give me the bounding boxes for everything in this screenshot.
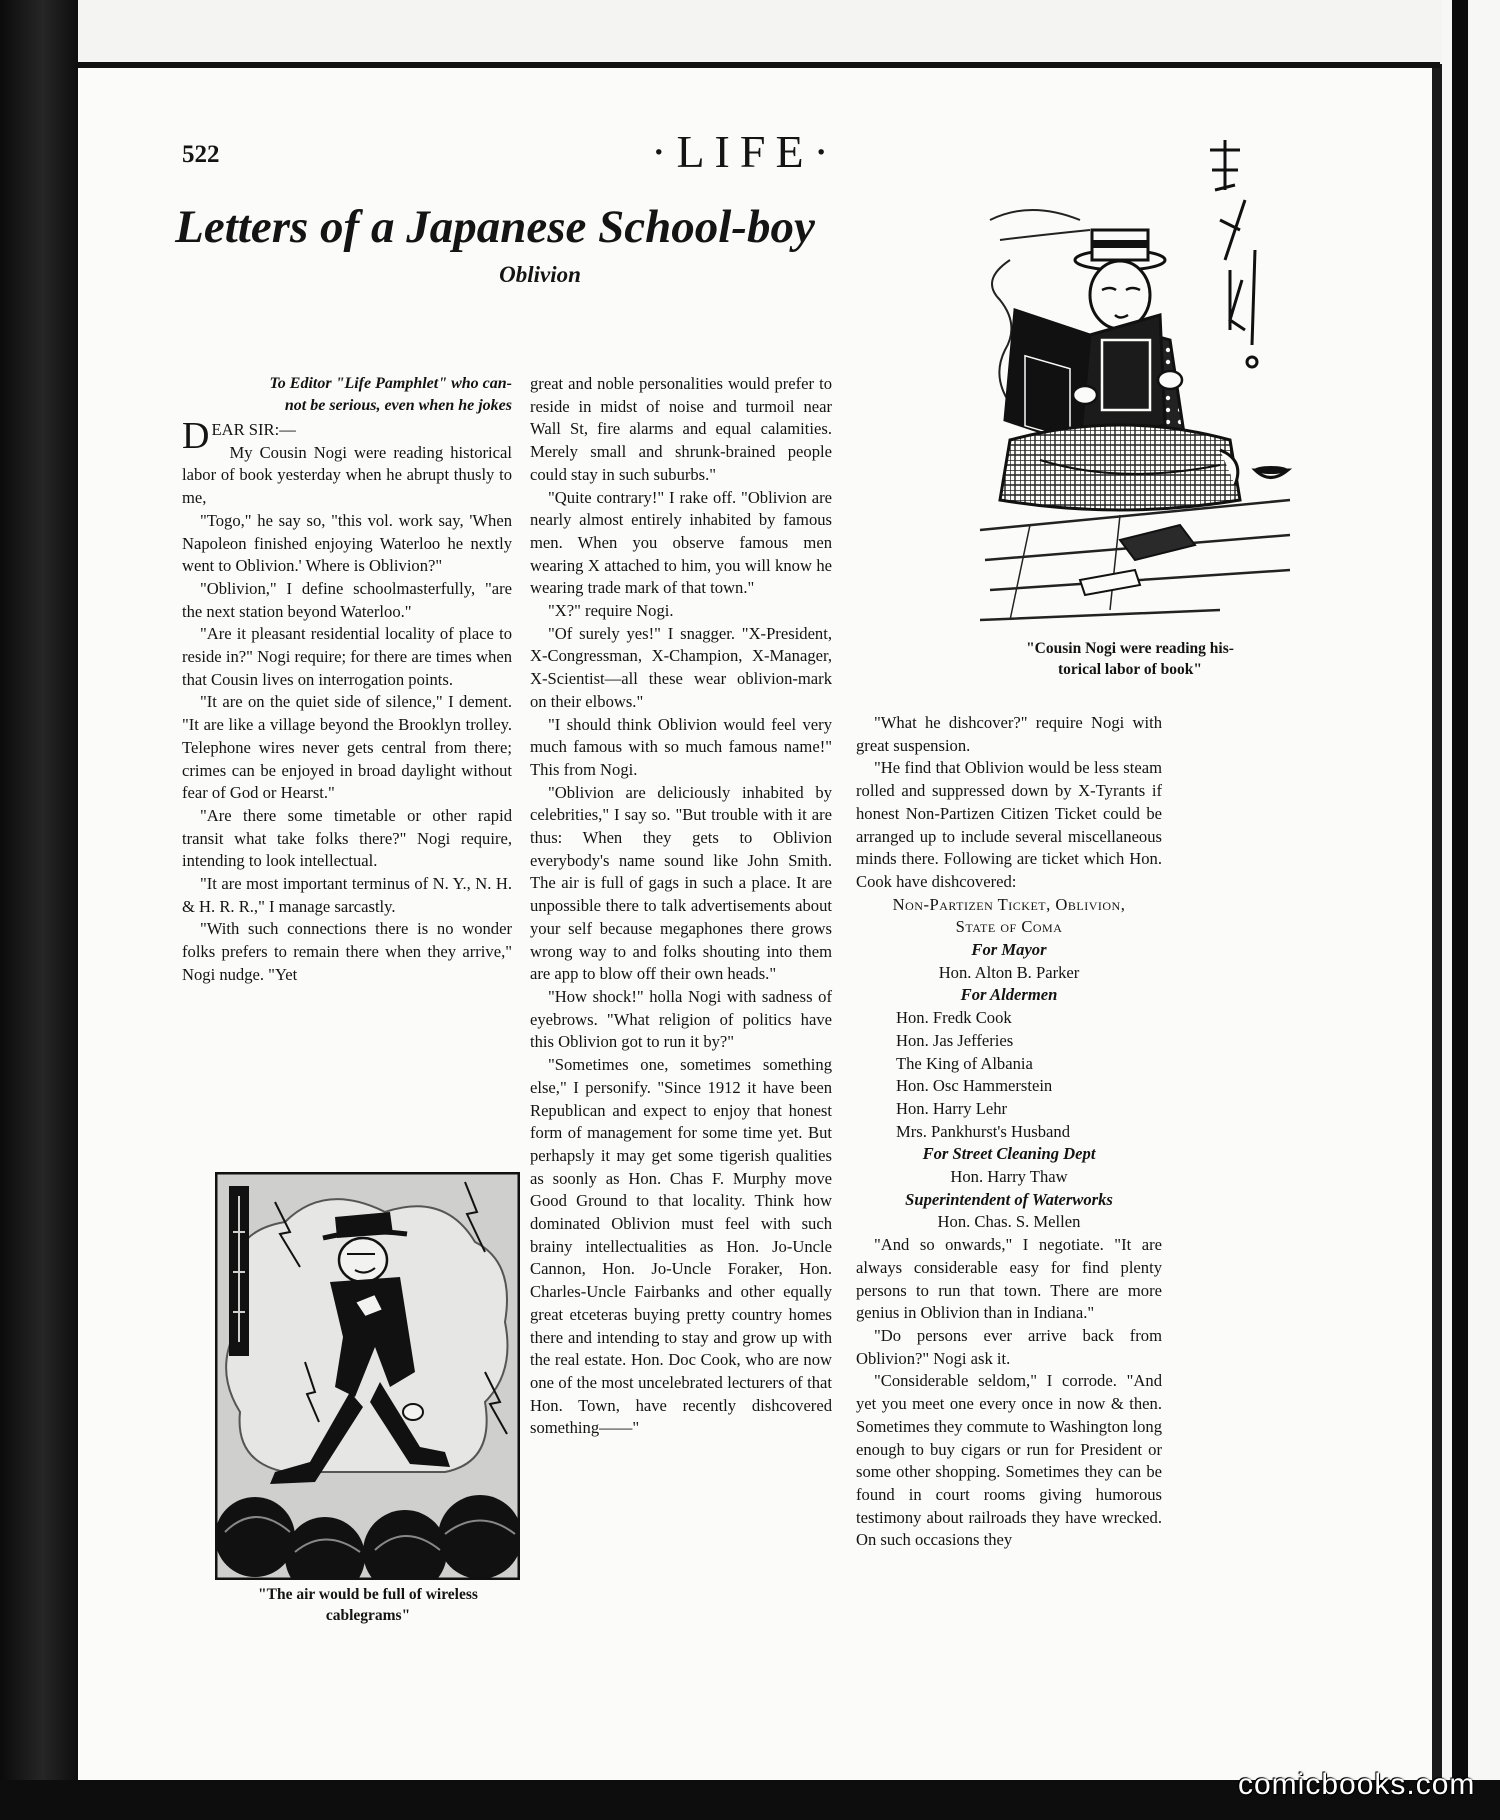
ticket-candidate: Hon. Chas. S. Mellen <box>937 1212 1081 1232</box>
caption-line: "Cousin Nogi were reading his- <box>1026 640 1234 657</box>
ticket-candidate: Hon. Harry Lehr <box>896 1098 1008 1118</box>
paragraph: "Oblivion," I define schoolmasterfully, "are the next station beyond Waterloo." <box>182 578 512 621</box>
ticket-heading: Non-Partizen Ticket, Oblivion, <box>892 894 1126 914</box>
ticket-candidate: Hon. Osc Hammerstein <box>896 1076 1053 1096</box>
dedication-line: not be serious, even when he jokes <box>284 397 512 414</box>
article-title: Letters of a Japanese School-boy <box>175 201 815 253</box>
paragraph: "What he dishcover?" require Nogi with great suspension. <box>856 713 1162 755</box>
salutation <box>182 415 512 457</box>
paragraph: "Are there some timetable or other rapid transit what take folks there?" Nogi require, intending to look intellectual. <box>182 805 512 871</box>
paragraph: "Do persons ever arrive back from Oblivion?" Nogi ask it. <box>856 1325 1162 1368</box>
ticket-candidate: Hon. Harry Thaw <box>950 1167 1068 1187</box>
paragraph: "Are it pleasant residential locality of place to reside in?" Nogi require; for there are times when that Cousin lives on interrogation points. <box>182 624 512 689</box>
paragraph: "With such connections there is no wonder folks prefers to remain there when they arrive," Nogi nudge. "Yet <box>182 919 512 984</box>
paragraph: "He find that Oblivion would be less steam rolled and suppressed down by X-Tyrants if honest Non-Partizen Citizen Ticket could be arranged up to include several miscellaneous minds there. Following are ticket which Hon. Cook have dishcovered: <box>856 758 1162 891</box>
ticket-candidate: Hon. Fredk Cook <box>896 1008 1012 1028</box>
ticket-candidate: The King of Albania <box>896 1053 1033 1073</box>
paragraph: My Cousin Nogi were reading historical labor of book yesterday when he abrupt thusly to me, <box>182 442 512 508</box>
column-2 <box>530 373 832 1440</box>
column-1 <box>182 415 512 987</box>
paragraph: "Of surely yes!" I snagger. "X-President, X-Congressman, X-Champion, X-Manager, X-Scientist—all these wear oblivion-mark on their elbows." <box>530 623 832 711</box>
ticket-office: For Street Cleaning Dept <box>922 1144 1096 1164</box>
paragraph: "It are most important terminus of N. Y., N. H. & H. R. R.," I manage sarcastly. <box>182 874 512 916</box>
paragraph: "Togo," he say so, "this vol. work say, 'When Napoleon finished enjoying Waterloo he nextly went to Oblivion.' Where is Oblivion?" <box>182 510 512 576</box>
article-subtitle: Oblivion <box>499 262 581 287</box>
illustration-caption-bottom <box>208 1584 528 1626</box>
dedication <box>182 373 512 417</box>
salutation-text: EAR SIR:— <box>211 420 296 439</box>
page-number: 522 <box>182 141 220 168</box>
paragraph: "And so onwards," I negotiate. "It are always considerable easy for find plenty persons to run that town. There are more genius in Oblivion than in Indiana." <box>856 1235 1162 1323</box>
paragraph: "It are on the quiet side of silence," I dement. "It are like a village beyond the Brooklyn trolley. Telephone wires never gets central from there; crimes can be enjoyed in broad daylight without fear of God or Hearst." <box>182 692 512 803</box>
ticket-candidate: Hon. Jas Jefferies <box>896 1030 1014 1050</box>
scan-top-margin <box>0 0 1500 64</box>
paragraph: "Oblivion are deliciously inhabited by celebrities," I say so. "But trouble with it are thus: When they gets to Oblivion everybody's name sound like John Smith. The air is full of gags in such a place. It are unpossible there to talk advertisements about your self because megaphones there grows wrong way to and folks shouting into them are app to blow off their own heads." <box>530 782 832 984</box>
scan-right-margin <box>1442 0 1500 1820</box>
drop-cap: D <box>182 415 210 457</box>
paragraph: "Considerable seldom," I corrode. "And yet you meet one every once in now & then. Sometimes they commute to Washington long enough to buy cigars or run for President or some other shopping. Sometimes they can be found in court rooms giving humorous testimony about railroads they have wrecked. On such occasions they <box>856 1371 1162 1550</box>
wireless-cablegrams-illustration <box>215 1172 520 1580</box>
paragraph: "How shock!" holla Nogi with sadness of eyebrows. "What religion of politics have this Oblivion got to run it by?" <box>530 986 832 1052</box>
ticket-office: Superintendent of Waterworks <box>905 1189 1113 1209</box>
scan-left-margin <box>0 0 78 1820</box>
column-3 <box>856 712 1162 1552</box>
paragraph: "X?" require Nogi. <box>548 601 674 621</box>
ticket-candidate: Hon. Alton B. Parker <box>938 962 1080 982</box>
paragraph: "I should think Oblivion would feel very much famous with so much famous name!" This from Nogi. <box>530 714 832 779</box>
watermark: comicbooks.com <box>1238 1768 1476 1801</box>
caption-line: "The air would be full of wireless <box>258 1586 478 1603</box>
illustration-caption-top <box>980 638 1280 680</box>
ticket-candidate: Mrs. Pankhurst's Husband <box>896 1121 1070 1141</box>
paragraph: great and noble personalities would prefer to reside in midst of noise and turmoil near Wall St, fire alarms and equal calamities. Merely small and shrunk-brained people could stay in such suburbs." <box>530 374 832 484</box>
artist-signature <box>1190 130 1270 390</box>
caption-line: torical labor of book" <box>1058 661 1202 678</box>
paragraph: "Quite contrary!" I rake off. "Oblivion are nearly almost entirely inhabited by famous men. When you observe famous men wearing X attached to him, you will know he wearing trade mark of that town." <box>530 487 832 598</box>
caption-line: cablegrams" <box>325 1607 411 1624</box>
ticket-office: For Mayor <box>971 940 1047 960</box>
ticket-heading: State of Coma <box>955 917 1063 937</box>
dedication-line: To Editor "Life Pamphlet" who can- <box>269 375 512 392</box>
paragraph: "Sometimes one, sometimes something else," I personify. "Since 1912 it have been Republican and expect to enjoy that honest form of management for some time yet. But perhapsly it may get some tigerish qualities as soonly as Hon. Chas F. Murphy move Good Ground to that locality. Think how dominated Oblivion must feel with such brainy intellectualities as Hon. Jo-Uncle Cannon, Hon. Jo-Uncle Foraker, Hon. Charles-Uncle Fairbanks and other equally great etceteras buying pretty country homes there and intending to stay and grow up with the real estate. Hon. Doc Cook, who are now one of the most uncelebrated lecturers of that Hon. Town, have recently dishcovered something——" <box>530 1055 832 1438</box>
masthead: ·LIFE· <box>651 126 839 177</box>
ticket-office: For Aldermen <box>960 985 1058 1005</box>
